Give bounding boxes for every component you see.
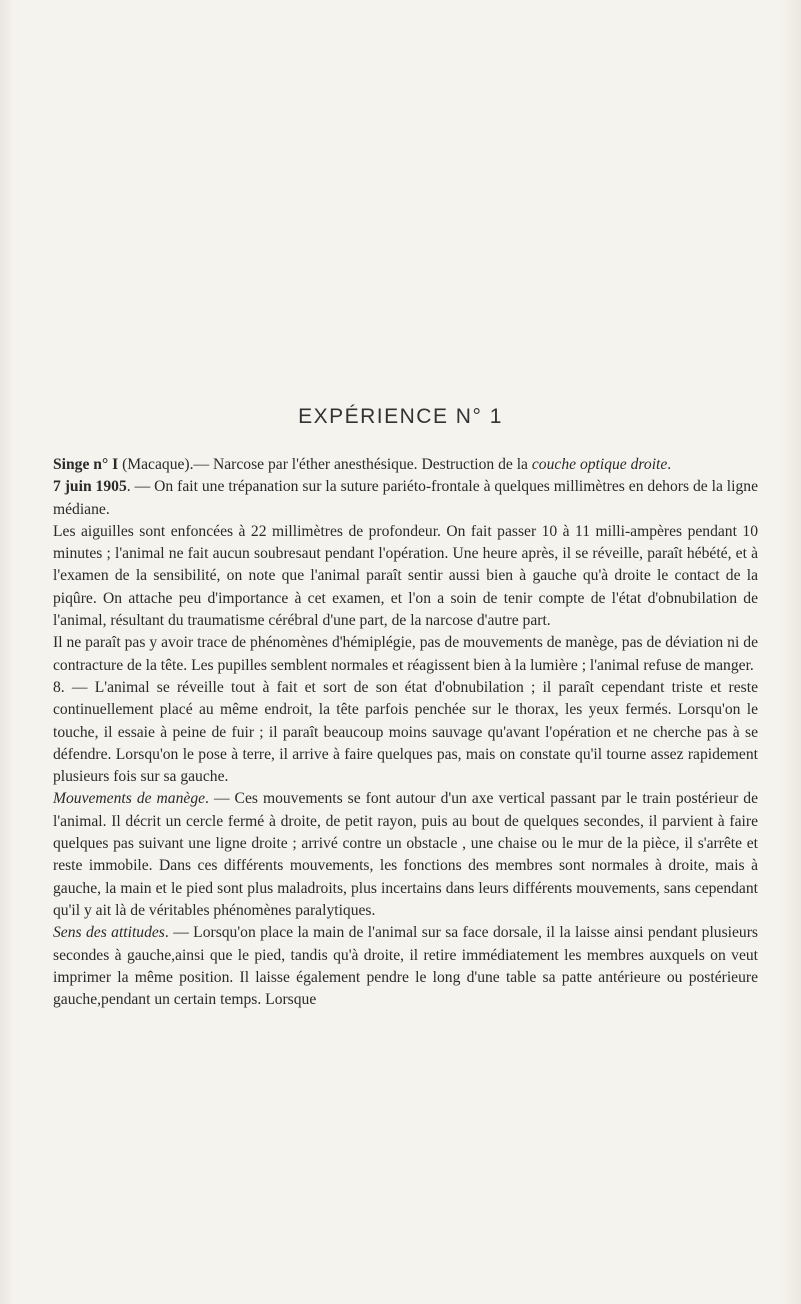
paragraph-7 — [53, 922, 758, 1011]
paragraph-1 — [53, 454, 758, 476]
paragraph-2 — [53, 476, 758, 521]
paragraph-7-text: . — Lorsqu'on place la main de l'animal sur sa face dorsale, il la laisse ainsi pendant plusieurs secondes à gauche,ainsi que le pied, tandis qu'à droite, il retire immédiatement les membres auxquels on veut imprimer la même position. Il laisse également pendre le long d'une table sa patte antérieure ou postérieure gauche,pendant un certain temps. Lorsque — [53, 924, 758, 1009]
paragraph-6 — [53, 788, 758, 922]
page-title: EXPÉRIENCE N° 1 — [298, 405, 503, 428]
body-text — [53, 454, 758, 1011]
paragraph-4: Il ne paraît pas y avoir trace de phénomènes d'hémiplégie, pas de mouvements de manège, pas de déviation ni de contracture de la tête. Les pupilles semblent normales et réagissent bien à la lumière ; l'animal refuse de manger. — [53, 634, 758, 674]
entry-date: 7 juin 1905 — [53, 478, 127, 496]
section-heading-attitudes: Sens des attitudes — [53, 924, 165, 942]
paragraph-1-text: (Macaque).— Narcose par l'éther anesthésique. Destruction de la — [118, 456, 532, 473]
paragraph-2-text: . — On fait une trépanation sur la suture pariéto-frontale à quelques millimètres en dehors de la ligne médiane. — [53, 478, 758, 518]
paragraph-1-italic: couche optique droite — [531, 456, 668, 473]
paragraph-6-text: . — Ces mouvements se font autour d'un axe vertical passant par le train postérieur de l'animal. Il décrit un cercle fermé à droite, de petit rayon, puis au bout de quelques secondes, il parvient à faire quelques pas suivant une ligne droite ; arrivé contre un obstacle , une chaise ou le mur de la pièce, il s'arrête et reste immobile. Dans ces différents mouvements, les fonctions des membres sont normales à droite, mais à gauche, la main et le pied sont plus maladroits, plus incertains dans leurs différents mouvements, sans cependant qu'il y ait là de véritables phénomènes paralytiques. — [53, 790, 758, 919]
section-heading-manege: Mouvements de manège — [53, 790, 206, 808]
paragraph-3: Les aiguilles sont enfoncées à 22 millimètres de profondeur. On fait passer 10 à 11 milli-ampères pendant 10 minutes ; l'animal ne fait aucun soubresaut pendant l'opération. Une heure après, il se réveille, paraît hébété, et à l'examen de la sensibilité, on note que l'animal paraît sentir aussi bien à gauche qu'à droite le contact de la piqûre. On attache peu d'importance à cet examen, et l'on a soin de tenir compte de l'état d'obnubilation de l'animal, résultant du traumatisme cérébral d'une part, de la narcose d'autre part. — [53, 522, 758, 630]
subject-heading: Singe n° I — [53, 456, 119, 473]
paragraph-1-end: . — [667, 456, 672, 473]
paragraph-5: 8. — L'animal se réveille tout à fait et sort de son état d'obnubilation ; il paraît cependant triste et reste continuellement placé au même endroit, la tête parfois penchée sur le thorax, les yeux fermés. Lorsqu'on le touche, il essaie à peine de fuir ; il paraît beaucoup moins sauvage qu'avant l'opération et ne cherche pas à se défendre. Lorsqu'on le pose à terre, il arrive à faire quelques pas, mais on constate qu'il tourne assez rapidement plusieurs fois sur sa gauche. — [53, 678, 758, 786]
